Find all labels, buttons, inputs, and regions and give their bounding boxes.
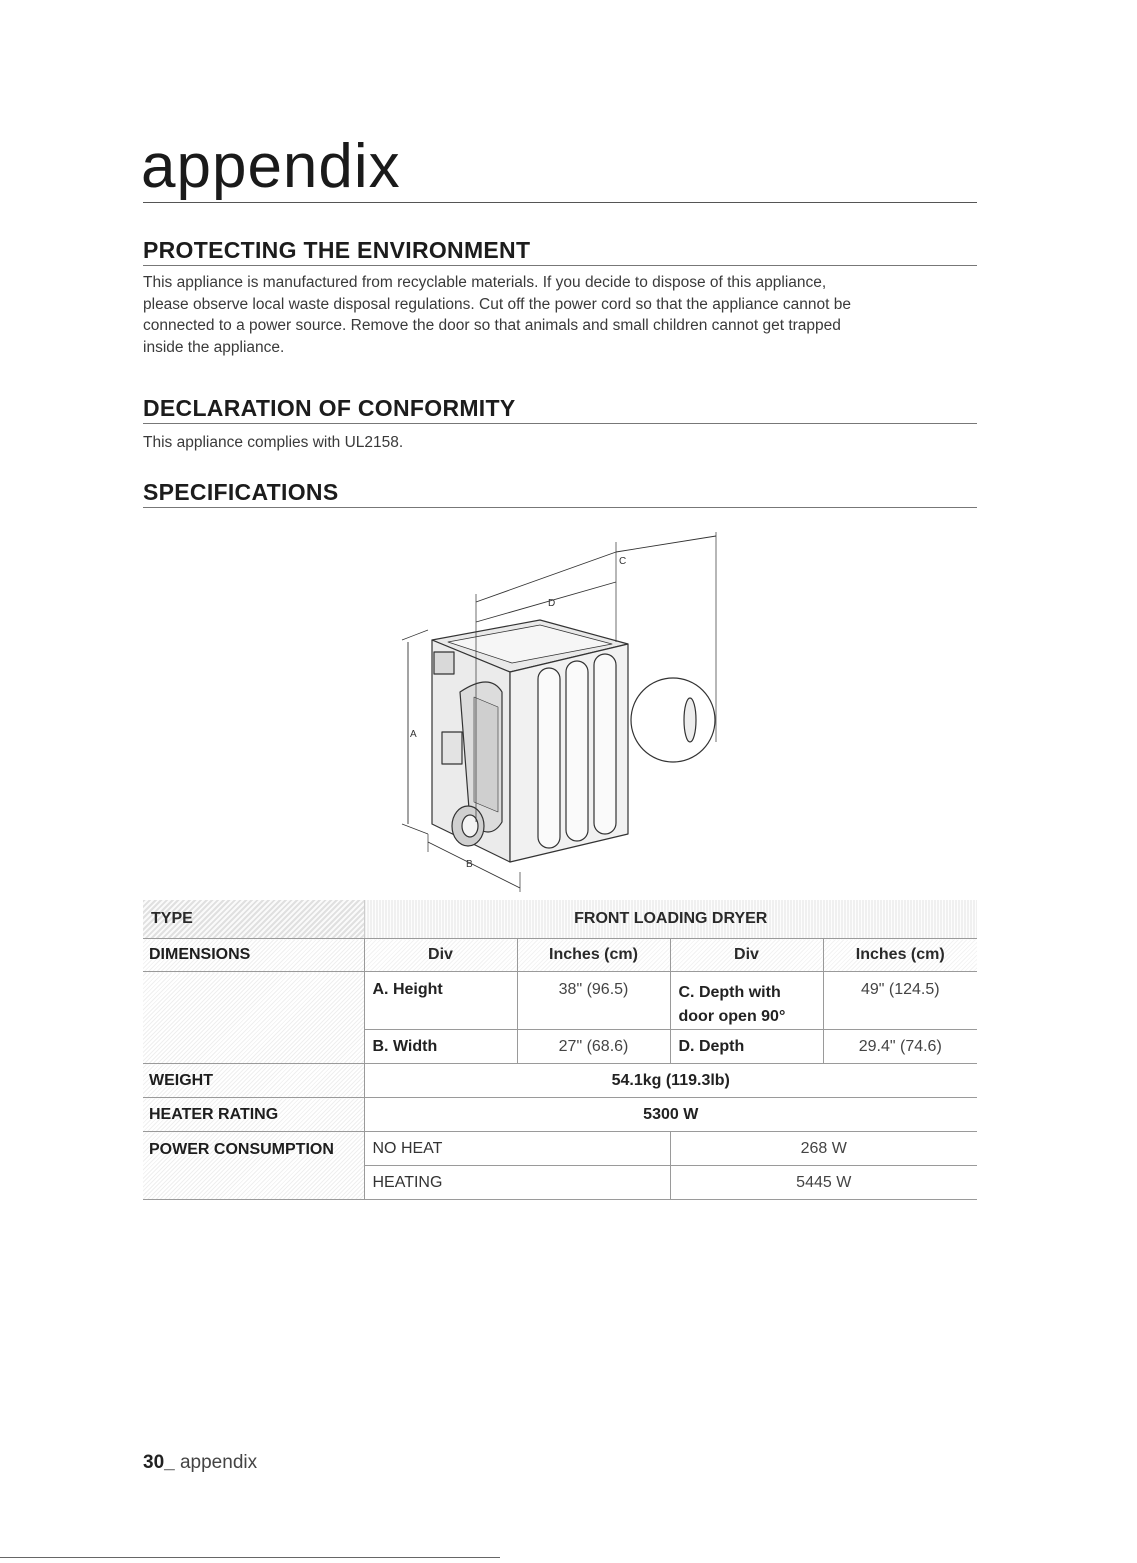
dryer-dimension-diagram <box>390 522 730 892</box>
table-cell: D. Depth <box>670 1030 823 1064</box>
section-heading-specifications <box>143 478 977 508</box>
table-cell: 49" (124.5) <box>823 972 977 1030</box>
table-cell: 29.4" (74.6) <box>823 1030 977 1064</box>
table-row <box>143 1098 977 1132</box>
column-header: Div <box>364 939 517 972</box>
column-header: Inches (cm) <box>517 939 670 972</box>
environment-line: connected to a power source. Remove the door so that animals and small children cannot get trapped <box>143 317 841 335</box>
column-header: Inches (cm) <box>823 939 977 972</box>
chapter-title-text: appendix <box>141 132 401 201</box>
weight-value: 54.1kg (119.3lb) <box>364 1064 977 1098</box>
power-consumption-label: POWER CONSUMPTION <box>143 1132 364 1200</box>
diagram-label-a: A <box>410 729 417 740</box>
environment-line: This appliance is manufactured from recyclable materials. If you decide to dispose of this appliance, <box>143 274 827 291</box>
page-number: 30_ <box>143 1452 175 1473</box>
table-cell: 27" (68.6) <box>517 1030 670 1064</box>
table-cell: NO HEAT <box>364 1132 670 1166</box>
diagram-label-c: C <box>619 556 627 567</box>
diagram-label-d: D <box>548 598 556 609</box>
table-cell: 38" (96.5) <box>517 972 670 1030</box>
table-cell: 268 W <box>670 1132 977 1166</box>
table-cell: 5445 W <box>670 1166 977 1200</box>
column-header: Div <box>670 939 823 972</box>
table-row <box>143 972 977 1030</box>
environment-paragraph <box>143 272 973 358</box>
dimensions-label-cell <box>143 972 364 1064</box>
environment-line: inside the appliance. <box>143 338 285 356</box>
type-value: FRONT LOADING DRYER <box>364 900 977 939</box>
diagram-label-b: B <box>466 859 473 870</box>
table-row <box>143 939 977 972</box>
section-heading-conformity-text: DECLARATION OF CONFORMITY <box>143 395 516 421</box>
footer-label: appendix <box>174 1452 258 1473</box>
table-cell: B. Width <box>364 1030 517 1064</box>
section-heading-environment <box>143 236 977 266</box>
page-footer <box>143 1452 257 1474</box>
table-row <box>143 900 977 939</box>
table-cell: HEATING <box>364 1166 670 1200</box>
section-heading-conformity <box>143 394 977 424</box>
section-heading-environment-text: PROTECTING THE ENVIRONMENT <box>143 237 531 263</box>
heater-rating-value: 5300 W <box>364 1098 977 1132</box>
bottom-rule <box>0 1557 500 1558</box>
table-cell: A. Height <box>364 972 517 1030</box>
heater-rating-label: HEATER RATING <box>143 1098 364 1132</box>
table-row <box>143 1132 977 1166</box>
weight-label: WEIGHT <box>143 1064 364 1098</box>
type-label: TYPE <box>143 900 364 939</box>
environment-line: please observe local waste disposal regulations. Cut off the power cord so that the appliance cannot be <box>143 295 851 313</box>
section-heading-specifications-text: SPECIFICATIONS <box>143 479 339 505</box>
table-cell: C. Depth with door open 90° <box>670 972 823 1030</box>
table-row <box>143 1064 977 1098</box>
specifications-table <box>143 900 977 1200</box>
conformity-text: This appliance complies with UL2158. <box>143 434 404 451</box>
dimensions-label: DIMENSIONS <box>143 939 364 972</box>
chapter-title <box>141 132 977 203</box>
